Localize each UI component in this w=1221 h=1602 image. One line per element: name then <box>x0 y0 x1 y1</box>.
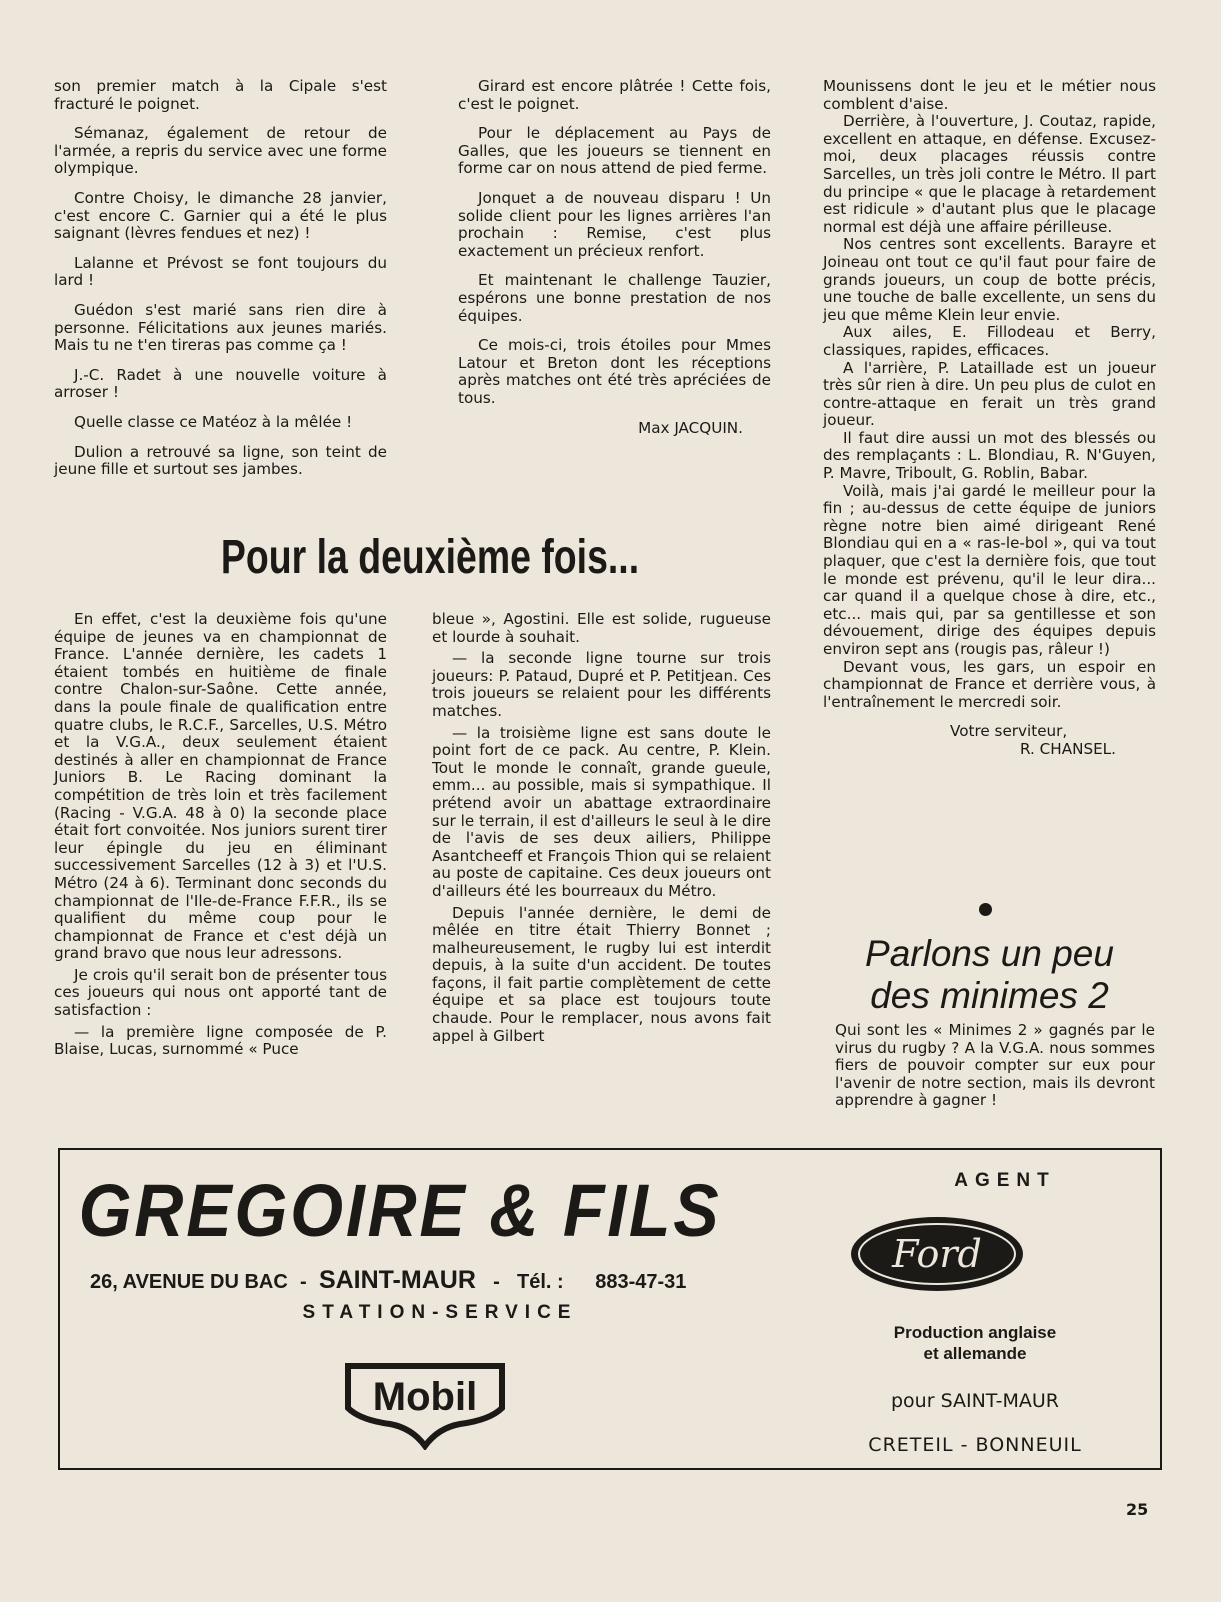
paragraph: Je crois qu'il serait bon de présenter tous ces joueurs qui nous ont apporté tant de satisfaction : <box>54 965 387 1020</box>
author-signature: Max JACQUIN. <box>638 418 743 437</box>
brand-logotype: GREGOIRE & FILS <box>78 1169 722 1252</box>
paragraph: Ce mois-ci, trois étoiles pour Mmes Latour et Breton dont les réceptions après matches ont été très apréciées de tous. <box>458 336 771 407</box>
column-2-text <box>458 78 771 449</box>
article-column-2 <box>432 611 771 1049</box>
paragraph: Contre Choisy, le dimanche 28 janvier, c'est encore C. Garnier qui a été le plus saignant (lèvres fendues et nez) ! <box>54 188 387 243</box>
paragraph: — la seconde ligne tourne sur trois joueurs: P. Pataud, Dupré et P. Petitjean. Ces trois joueurs se relaient pour les différents matches. <box>432 649 771 720</box>
page-number: 25 <box>1126 1500 1149 1519</box>
section-text: Qui sont les « Minimes 2 » gagnés par le virus du rugby ? A la V.G.A. nous sommes fiers de pouvoir compter sur eux pour l'avenir de notre section, mais ils devront apprendre à gagner ! <box>835 1021 1155 1110</box>
separator: - <box>300 1271 307 1293</box>
location-line: pour SAINT-MAUR <box>890 1390 1060 1412</box>
separator: - <box>493 1271 500 1293</box>
bullet-dot <box>979 903 992 916</box>
paragraph: Nos centres sont excellents. Barayre et Joineau ont tout ce qu'il faut pour faire de grands joueurs, un coup de botte précis, une touche de balle excellente, un sens du jeu que même Klein leur envie. <box>823 235 1156 324</box>
paragraph: Et maintenant le challenge Tauzier, espérons une bonne prestation de nos équipes. <box>458 271 771 325</box>
city: SAINT-MAUR <box>318 1266 476 1294</box>
paragraph: Girard est encore plâtrée ! Cette fois, c'est le poignet. <box>458 77 771 113</box>
agent-label: AGENT <box>954 1170 1056 1191</box>
tel-label: Tél. : <box>517 1271 564 1293</box>
column-3-text <box>823 78 1156 759</box>
paragraph: Il faut dire aussi un mot des blessés ou des remplaçants : L. Blondiau, R. N'Guyen, P. Mavre, Triboult, G. Roblin, Babar. <box>823 428 1156 483</box>
title-line: Parlons un peu <box>865 933 1114 974</box>
ad-address <box>90 1266 770 1295</box>
paragraph: Mounissens dont le jeu et le métier nous comblent d'aise. <box>823 77 1156 113</box>
ford-logo-icon <box>848 1214 1026 1294</box>
phone-number: 883-47-31 <box>595 1271 687 1293</box>
paragraph: Derrière, à l'ouverture, J. Coutaz, rapide, excellent en attaque, en défense. Excusez-moi, deux placages réussis contre Sarcelles, un très joli contre le Métro. Il part du principe « que le placage à retardement est ridicule » d'autant plus que le placage normal est déjà une affaire périlleuse. <box>823 112 1156 236</box>
paragraph: son premier match à la Cipale s'est fracturé le poignet. <box>54 77 387 113</box>
paragraph: bleue », Agostini. Elle est solide, rugueuse et lourde à souhait. <box>432 610 771 646</box>
article-headline: Pour la deuxième fois... <box>220 531 640 584</box>
production-line: Production anglaise <box>893 1323 1057 1342</box>
paragraph: Jonquet a de nouveau disparu ! Un solide client pour les lignes arrières l'an prochain : Remise, c'est plus exactement un précieux renfort. <box>458 188 771 260</box>
paragraph: Guédon s'est marié sans rien dire à personne. Félicitations aux jeunes mariés. Mais tu ne t'en tireras pas comme ça ! <box>54 300 387 355</box>
title-line: des minimes 2 <box>870 975 1109 1016</box>
advertisement-box <box>58 1148 1162 1470</box>
mobil-wordmark: Mobil <box>372 1375 478 1419</box>
paragraph: Voilà, mais j'ai gardé le meilleur pour la fin ; au-dessus de cette équipe de juniors règne notre bien aimé dirigeant René Blondiau qui en a « ras-le-bol », qui va tout plaquer, que c'est la dernière fois, que tout le monde est prévenu, qu'il le leur dira... car quand il a quelque chose à dire, etc., etc... mais qui, par sa gentillesse et son dévouement, dirige des équipes depuis environ sept ans (rougis pas, râleur !) <box>823 481 1156 658</box>
article-column-1 <box>54 611 387 1063</box>
paragraph: Quelle classe ce Matéoz à la mêlée ! <box>74 412 353 431</box>
ford-wordmark: Ford <box>892 1232 982 1276</box>
paragraph: Pour le déplacement au Pays de Galles, que les joueurs se tiennent en forme car on nous attend de pied ferme. <box>458 124 771 178</box>
street: 26, AVENUE DU BAC <box>90 1271 288 1293</box>
station-service-label: STATION-SERVICE <box>302 1302 578 1323</box>
closing-line: Votre serviteur, <box>950 722 1068 741</box>
production-text <box>830 1322 1120 1364</box>
mobil-logo-icon <box>340 1358 510 1450</box>
paragraph: A l'arrière, P. Lataillade est un joueur très sûr rien à dire. Un peu plus de culot en contre-attaque en ferait un très grand joueur. <box>823 358 1156 430</box>
paragraph: — la première ligne composée de P. Blaise, Lucas, surnommé « Puce <box>54 1022 387 1059</box>
paragraph: J.-C. Radet à une nouvelle voiture à arroser ! <box>54 365 387 402</box>
author-signature: R. CHANSEL. <box>1020 739 1116 758</box>
production-line: et allemande <box>923 1344 1027 1363</box>
paragraph: Devant vous, les gars, un espoir en championnat de France et derrière vous, à l'entraînement le mercredi soir. <box>823 657 1156 711</box>
section-title <box>823 933 1156 1017</box>
paragraph: Depuis l'année dernière, le demi de mêlée en titre était Thierry Bonnet ; malheureusement, le rugby lui est interdit depuis, à la suite d'un accident. De toutes façons, il fait partie complètement de cette équipe et sa place est toujours toute chaude. Pour le remplacer, nous avons fait appel à Gilbert <box>432 903 771 1045</box>
paragraph: Sémanaz, également de retour de l'armée, a repris du service avec une forme olympique. <box>54 124 387 178</box>
paragraph: Aux ailes, E. Fillodeau et Berry, classiques, rapides, efficaces. <box>823 323 1156 359</box>
paragraph: Dulion a retrouvé sa ligne, son teint de jeune fille et surtout ses jambes. <box>54 442 387 479</box>
paragraph: — la troisième ligne est sans doute le point fort de ce pack. Au centre, P. Klein. Tout le monde le connaît, grande gueule, emm... au possible, mais si sympathique. Il prétend avoir un abattage extraordinaire sur le terrain, il est d'ailleurs le seul à le dire de l'avis de ses deux ailiers, Philippe Asantcheeff et François Thion qui se relaient au poste de capitaine. Ces deux joueurs ont d'ailleurs été les bourreaux du Métro. <box>432 723 771 900</box>
location-line: CRETEIL - BONNEUIL <box>868 1434 1082 1456</box>
paragraph: En effet, c'est la deuxième fois qu'une équipe de jeunes va en championnat de France. L'année dernière, les cadets 1 étaient tombés en huitième de finale contre Chalon-sur-Saône. Cette année, dans la poule finale de qualification entre quatre clubs, le R.C.F., Sarcelles, U.S. Métro et la V.G.A., deux seulement étaient destinés à aller en championnat de France Juniors B. Le Racing dominant la compétition de très loin et très facilement (Racing - V.G.A. 48 à 0) la seconde place était fort convoitée. Nos juniors surent tirer leur épingle du jeu en éliminant successivement Sarcelles (12 à 3) et l'U.S. Métro (24 à 6). Terminant donc seconds du championnat de l'Ile-de-France F.F.R., ils se qualifient du même coup pour le championnat de France et c'est déjà un grand bravo que nous leur adressons. <box>54 610 387 963</box>
paragraph: Lalanne et Prévost se font toujours du lard ! <box>54 253 387 290</box>
column-1-text <box>54 78 387 491</box>
